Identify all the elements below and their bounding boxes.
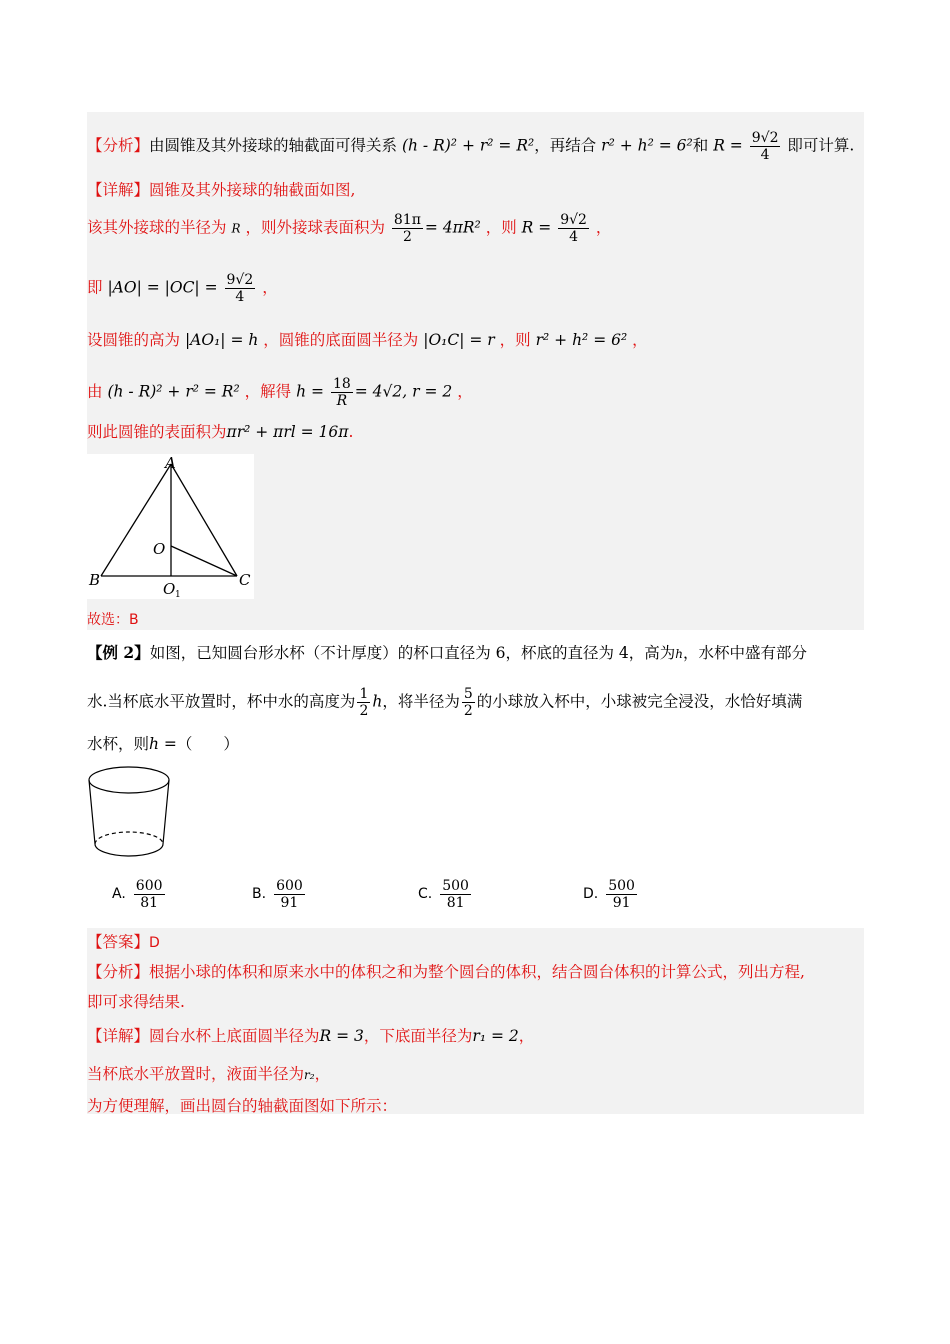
frustum-cup-diagram: [87, 764, 171, 862]
fraction-9sqrt2-over-4: $\frac{9√2}{4}$: [560, 212, 587, 245]
example2-line-2: [87, 686, 802, 719]
h-symbol: h: [372, 692, 383, 711]
answer-tag: 【答案】: [87, 933, 150, 951]
fraction-81pi-over-2: $\frac{81\pi}{2}$: [393, 212, 421, 245]
fraction-9sqrt2-over-4: $\frac{9√2}{4}$: [226, 272, 254, 305]
text: ，: [457, 382, 473, 401]
analysis2-line-2: [87, 992, 185, 1012]
text: 为方便理解，画出圆台的轴截面图如下所示：: [87, 1097, 398, 1115]
h-equals: h =: [149, 735, 177, 753]
label-O: O: [153, 540, 166, 558]
radius-line: [87, 212, 611, 245]
R-equals: R =: [713, 136, 743, 155]
text: ，: [518, 1027, 535, 1045]
option-D[interactable]: [583, 874, 639, 914]
text: ，: [632, 331, 648, 349]
text: 如图，已知圆台形水杯（不计厚度）的杯口直径为 6，杯底的直径为 4，高为: [149, 644, 676, 662]
text: 则此圆锥的表面积为: [87, 423, 227, 441]
AO-OC-formula: |AO| = |OC| =: [107, 278, 218, 297]
option-letter: B.: [252, 886, 267, 902]
option-letter: D.: [583, 886, 599, 902]
r2-symbol: r₂: [304, 1068, 315, 1082]
option-letter: C.: [418, 886, 433, 902]
text: ，水杯中盛有部分: [683, 644, 808, 662]
option-letter: A.: [112, 886, 126, 902]
example2-line-1: [87, 643, 807, 664]
triangle-diagram: [87, 454, 254, 599]
text: ，: [262, 278, 278, 297]
answer-value: D: [149, 935, 160, 951]
surface-formula: πr² + πrl = 16π: [226, 423, 349, 441]
option-B[interactable]: [252, 874, 307, 914]
text: ，圆锥的底面圆半径为: [263, 331, 419, 349]
detail-tag: 【详解】: [87, 181, 150, 199]
R-symbol: R: [231, 221, 241, 236]
analysis-line-1: [87, 130, 854, 163]
solve-line: [87, 376, 473, 409]
cone-cross-section-figure: [87, 454, 254, 599]
example2-line-3: [87, 734, 239, 754]
text: 水.当杯底水平放置时，杯中水的高度为: [87, 692, 356, 711]
fraction-five-halves: $\frac{5}{2}$: [463, 686, 473, 719]
option-fraction: $\frac{600}{91}$: [276, 877, 303, 911]
solve-result: = 4√2, r = 2: [354, 382, 453, 401]
answer-tag-line: [87, 932, 160, 953]
analysis-text: 由圆锥及其外接球的轴截面可得关系: [149, 136, 398, 155]
text: ，则: [499, 331, 531, 349]
text: ，将半径为: [382, 692, 460, 711]
fraction-18-over-R: $\frac{18}{R}$: [332, 376, 351, 409]
option-fraction: $\frac{500}{91}$: [608, 877, 635, 911]
label-O1: O: [163, 580, 176, 598]
text: .: [348, 423, 354, 441]
fraction-9sqrt2-over-4: $\frac{9√2}{4}$: [751, 130, 779, 163]
text: 根据小球的体积和原来水中的体积之和为整个圆台的体积，结合圆台体积的计算公式，列出方程,: [149, 963, 805, 981]
label-A: A: [165, 454, 176, 472]
relation-formula-2: r² + h² = 6²: [535, 331, 628, 349]
AO1-formula: |AO₁| = h: [184, 331, 259, 349]
detail2-line-3: [87, 1096, 397, 1116]
option-A[interactable]: [112, 874, 167, 914]
cup-figure: [87, 764, 171, 862]
text: 即可求得结果.: [87, 993, 185, 1011]
detail-tag: 【详解】: [87, 1027, 150, 1045]
analysis2-line-1: [87, 962, 805, 982]
surface-area-line: [87, 422, 353, 442]
O1C-formula: |O₁C| = r: [423, 331, 495, 349]
text: 该其外接球的半径为: [87, 218, 227, 237]
fraction-one-half: $\frac{1}{2}$: [359, 686, 369, 719]
text: ，: [595, 218, 612, 237]
h-symbol: h: [675, 647, 684, 661]
text: 的小球放入杯中，小球被完全浸没，水恰好填满: [476, 692, 803, 711]
text: 水杯，则: [87, 735, 150, 753]
relation-formula: (h - R)² + r² = R²: [401, 136, 535, 155]
analysis-tag: 【分析】: [87, 136, 150, 155]
option-fraction: $\frac{500}{81}$: [442, 877, 469, 911]
text: （ ）: [176, 735, 239, 753]
cone-height-line: [87, 330, 648, 350]
AO-OC-line: [87, 272, 278, 305]
detail-line: [87, 180, 355, 200]
answer-text: 故选：B: [87, 612, 139, 628]
relation-formula-2: r² + h² = 6²: [601, 136, 693, 155]
solution-block-2: [87, 928, 864, 1114]
option-fraction: $\frac{600}{81}$: [135, 877, 163, 911]
text: ，解得: [244, 382, 292, 401]
text: ，则: [485, 218, 517, 237]
label-B: B: [89, 571, 101, 589]
analysis-text-c: 和: [692, 136, 709, 155]
R-equals: R =: [521, 218, 552, 237]
label-C: C: [239, 571, 251, 589]
answer-line: [87, 610, 139, 630]
h-equals: h =: [296, 382, 324, 401]
text: 即: [87, 278, 103, 297]
label-O1-sub: 1: [175, 590, 181, 599]
analysis-text-d: 即可计算.: [787, 136, 855, 155]
relation-formula: (h - R)² + r² = R²: [107, 382, 240, 401]
detail-text: 圆锥及其外接球的轴截面如图,: [149, 181, 356, 199]
text: 设圆锥的高为: [87, 331, 181, 349]
eq-4piR2: = 4πR²: [424, 218, 481, 237]
example2-tag: 【例 2】: [87, 643, 150, 662]
detail2-line: [87, 1026, 534, 1046]
R3-formula: R = 3: [319, 1027, 364, 1045]
text: 由: [87, 382, 103, 401]
analysis-text-b: ，再结合: [534, 136, 597, 155]
text: ，下底面半径为: [363, 1027, 473, 1045]
detail2-line-2: [87, 1064, 330, 1085]
text: ，则外接球表面积为: [245, 218, 385, 237]
r1-formula: r₁ = 2: [472, 1027, 519, 1045]
analysis-tag: 【分析】: [87, 963, 150, 981]
text: 当杯底水平放置时，液面半径为: [87, 1065, 305, 1083]
option-C[interactable]: [418, 874, 473, 914]
text: ，: [314, 1065, 331, 1083]
text: 圆台水杯上底面圆半径为: [149, 1027, 320, 1045]
